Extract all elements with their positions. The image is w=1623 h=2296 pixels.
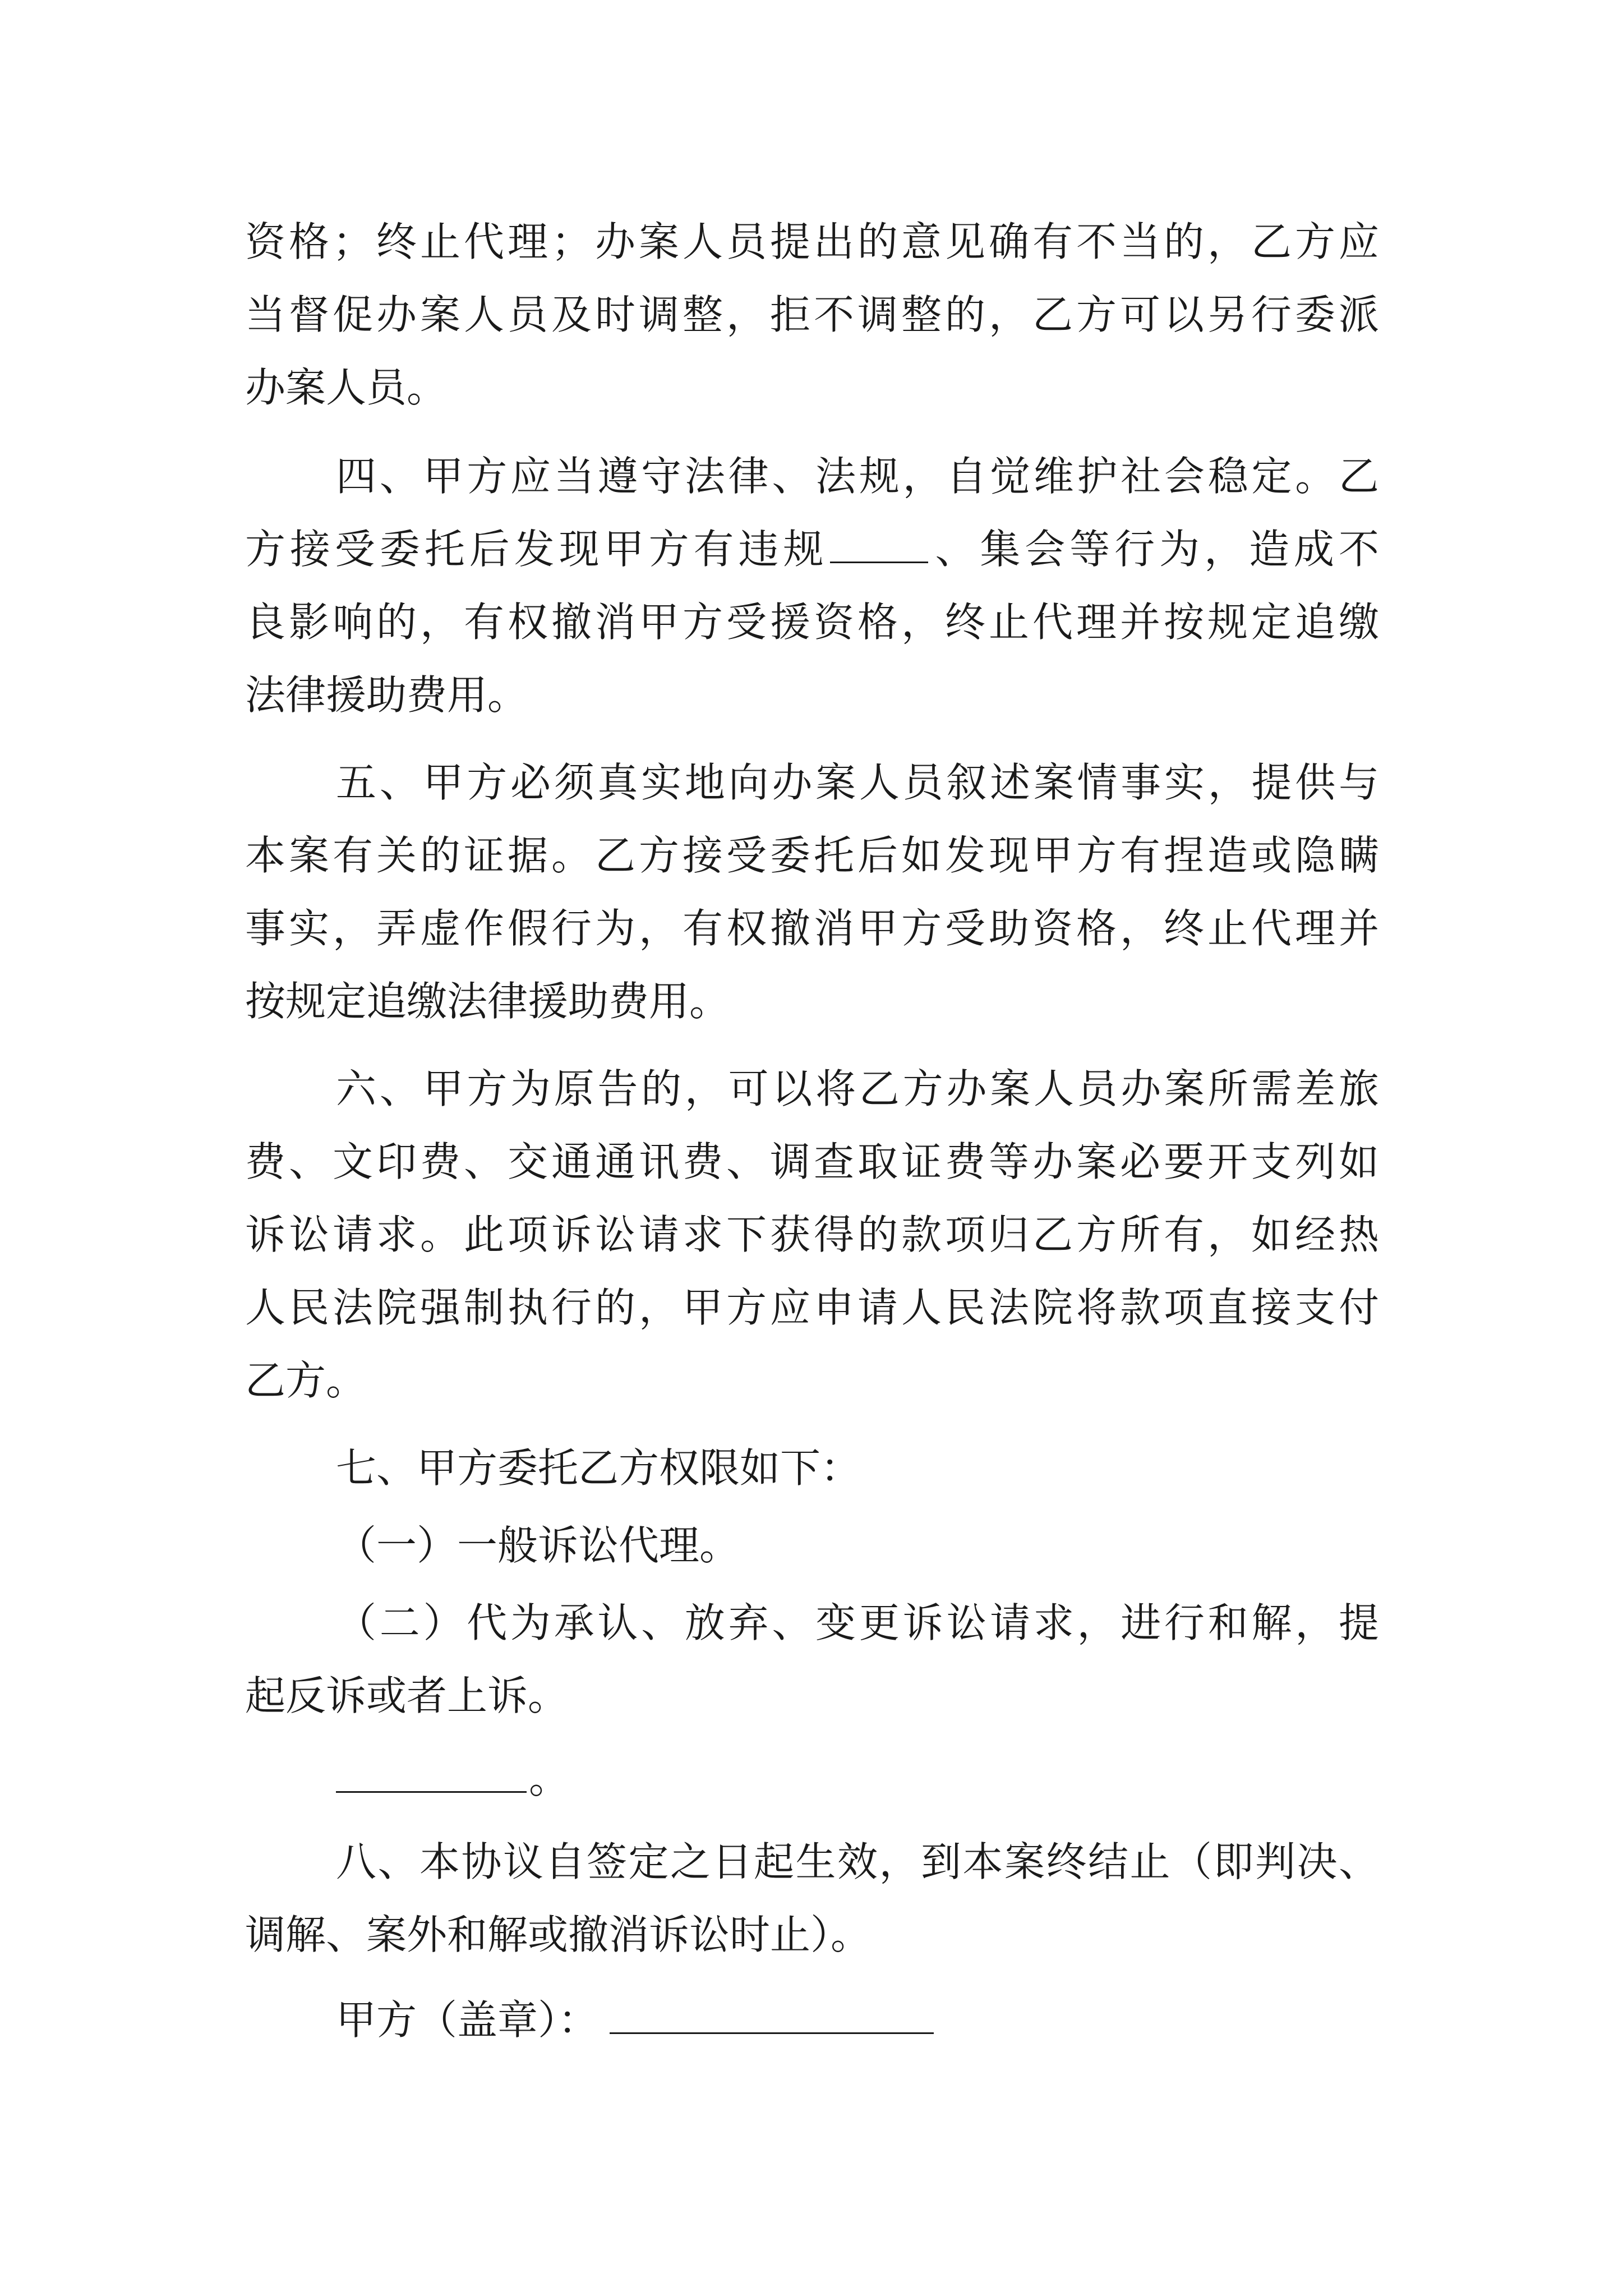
paragraph-line: 调解、案外和解或撤消诉讼时止）。 — [245, 1911, 872, 1958]
paragraph-line: 四、甲方应当遵守法律、法规，自觉维护社会稳定。乙 — [336, 453, 1379, 500]
paragraph-line: 起反诉或者上诉。 — [245, 1672, 569, 1719]
party-a-label: 甲方（盖章）： — [336, 1996, 599, 2044]
fill-in-blank[interactable] — [336, 1747, 527, 1793]
paragraph-line: 五、甲方必须真实地向办案人员叙述案情事实，提供与 — [336, 759, 1379, 806]
text-segment: 。 — [529, 1755, 570, 1802]
text-segment: 、集会等行为，造成不 — [930, 526, 1379, 573]
paragraph-line: 乙方。 — [245, 1357, 367, 1404]
paragraph-line: 良影响的，有权撤消甲方受援资格，终止代理并按规定追缴 — [245, 599, 1379, 646]
paragraph-line: 诉讼请求。此项诉讼请求下获得的款项归乙方所有，如经热 — [245, 1211, 1379, 1258]
party-a-seal-field[interactable] — [610, 1989, 934, 2034]
paragraph-heading: 七、甲方委托乙方权限如下： — [336, 1444, 861, 1492]
paragraph-line: 当督促办案人员及时调整，拒不调整的，乙方可以另行委派 — [245, 291, 1379, 338]
paragraph-line: 六、甲方为原告的，可以将乙方办案人员办案所需差旅 — [336, 1065, 1379, 1112]
paragraph-line: 办案人员。 — [245, 364, 448, 411]
paragraph-line: 费、文印费、交通通讯费、调查取证费等办案必要开支列如 — [245, 1138, 1379, 1185]
paragraph-line: 八、本协议自签定之日起生效，到本案终结止（即判决、 — [336, 1838, 1379, 1885]
signature-line — [336, 1984, 936, 2056]
list-item: （二）代为承认、放弃、变更诉讼请求，进行和解，提 — [336, 1599, 1379, 1646]
paragraph-line: 本案有关的证据。乙方接受委托后如发现甲方有捏造或隐瞒 — [245, 832, 1379, 879]
text-segment: 方接受委托后发现甲方有违规 — [245, 526, 828, 573]
paragraph-line-with-blank — [245, 513, 1379, 586]
paragraph-line: 法律援助费用。 — [245, 671, 528, 719]
blank-item-line — [336, 1742, 569, 1815]
fill-in-blank[interactable] — [830, 518, 928, 563]
paragraph-line: 人民法院强制执行的，甲方应申请人民法院将款项直接支付 — [245, 1284, 1379, 1331]
paragraph-line: 资格；终止代理；办案人员提出的意见确有不当的，乙方应 — [245, 218, 1379, 265]
paragraph-line: 按规定追缴法律援助费用。 — [245, 978, 730, 1025]
list-item: （一）一般诉讼代理。 — [336, 1522, 740, 1569]
paragraph-line: 事实，弄虚作假行为，有权撤消甲方受助资格，终止代理并 — [245, 905, 1379, 952]
